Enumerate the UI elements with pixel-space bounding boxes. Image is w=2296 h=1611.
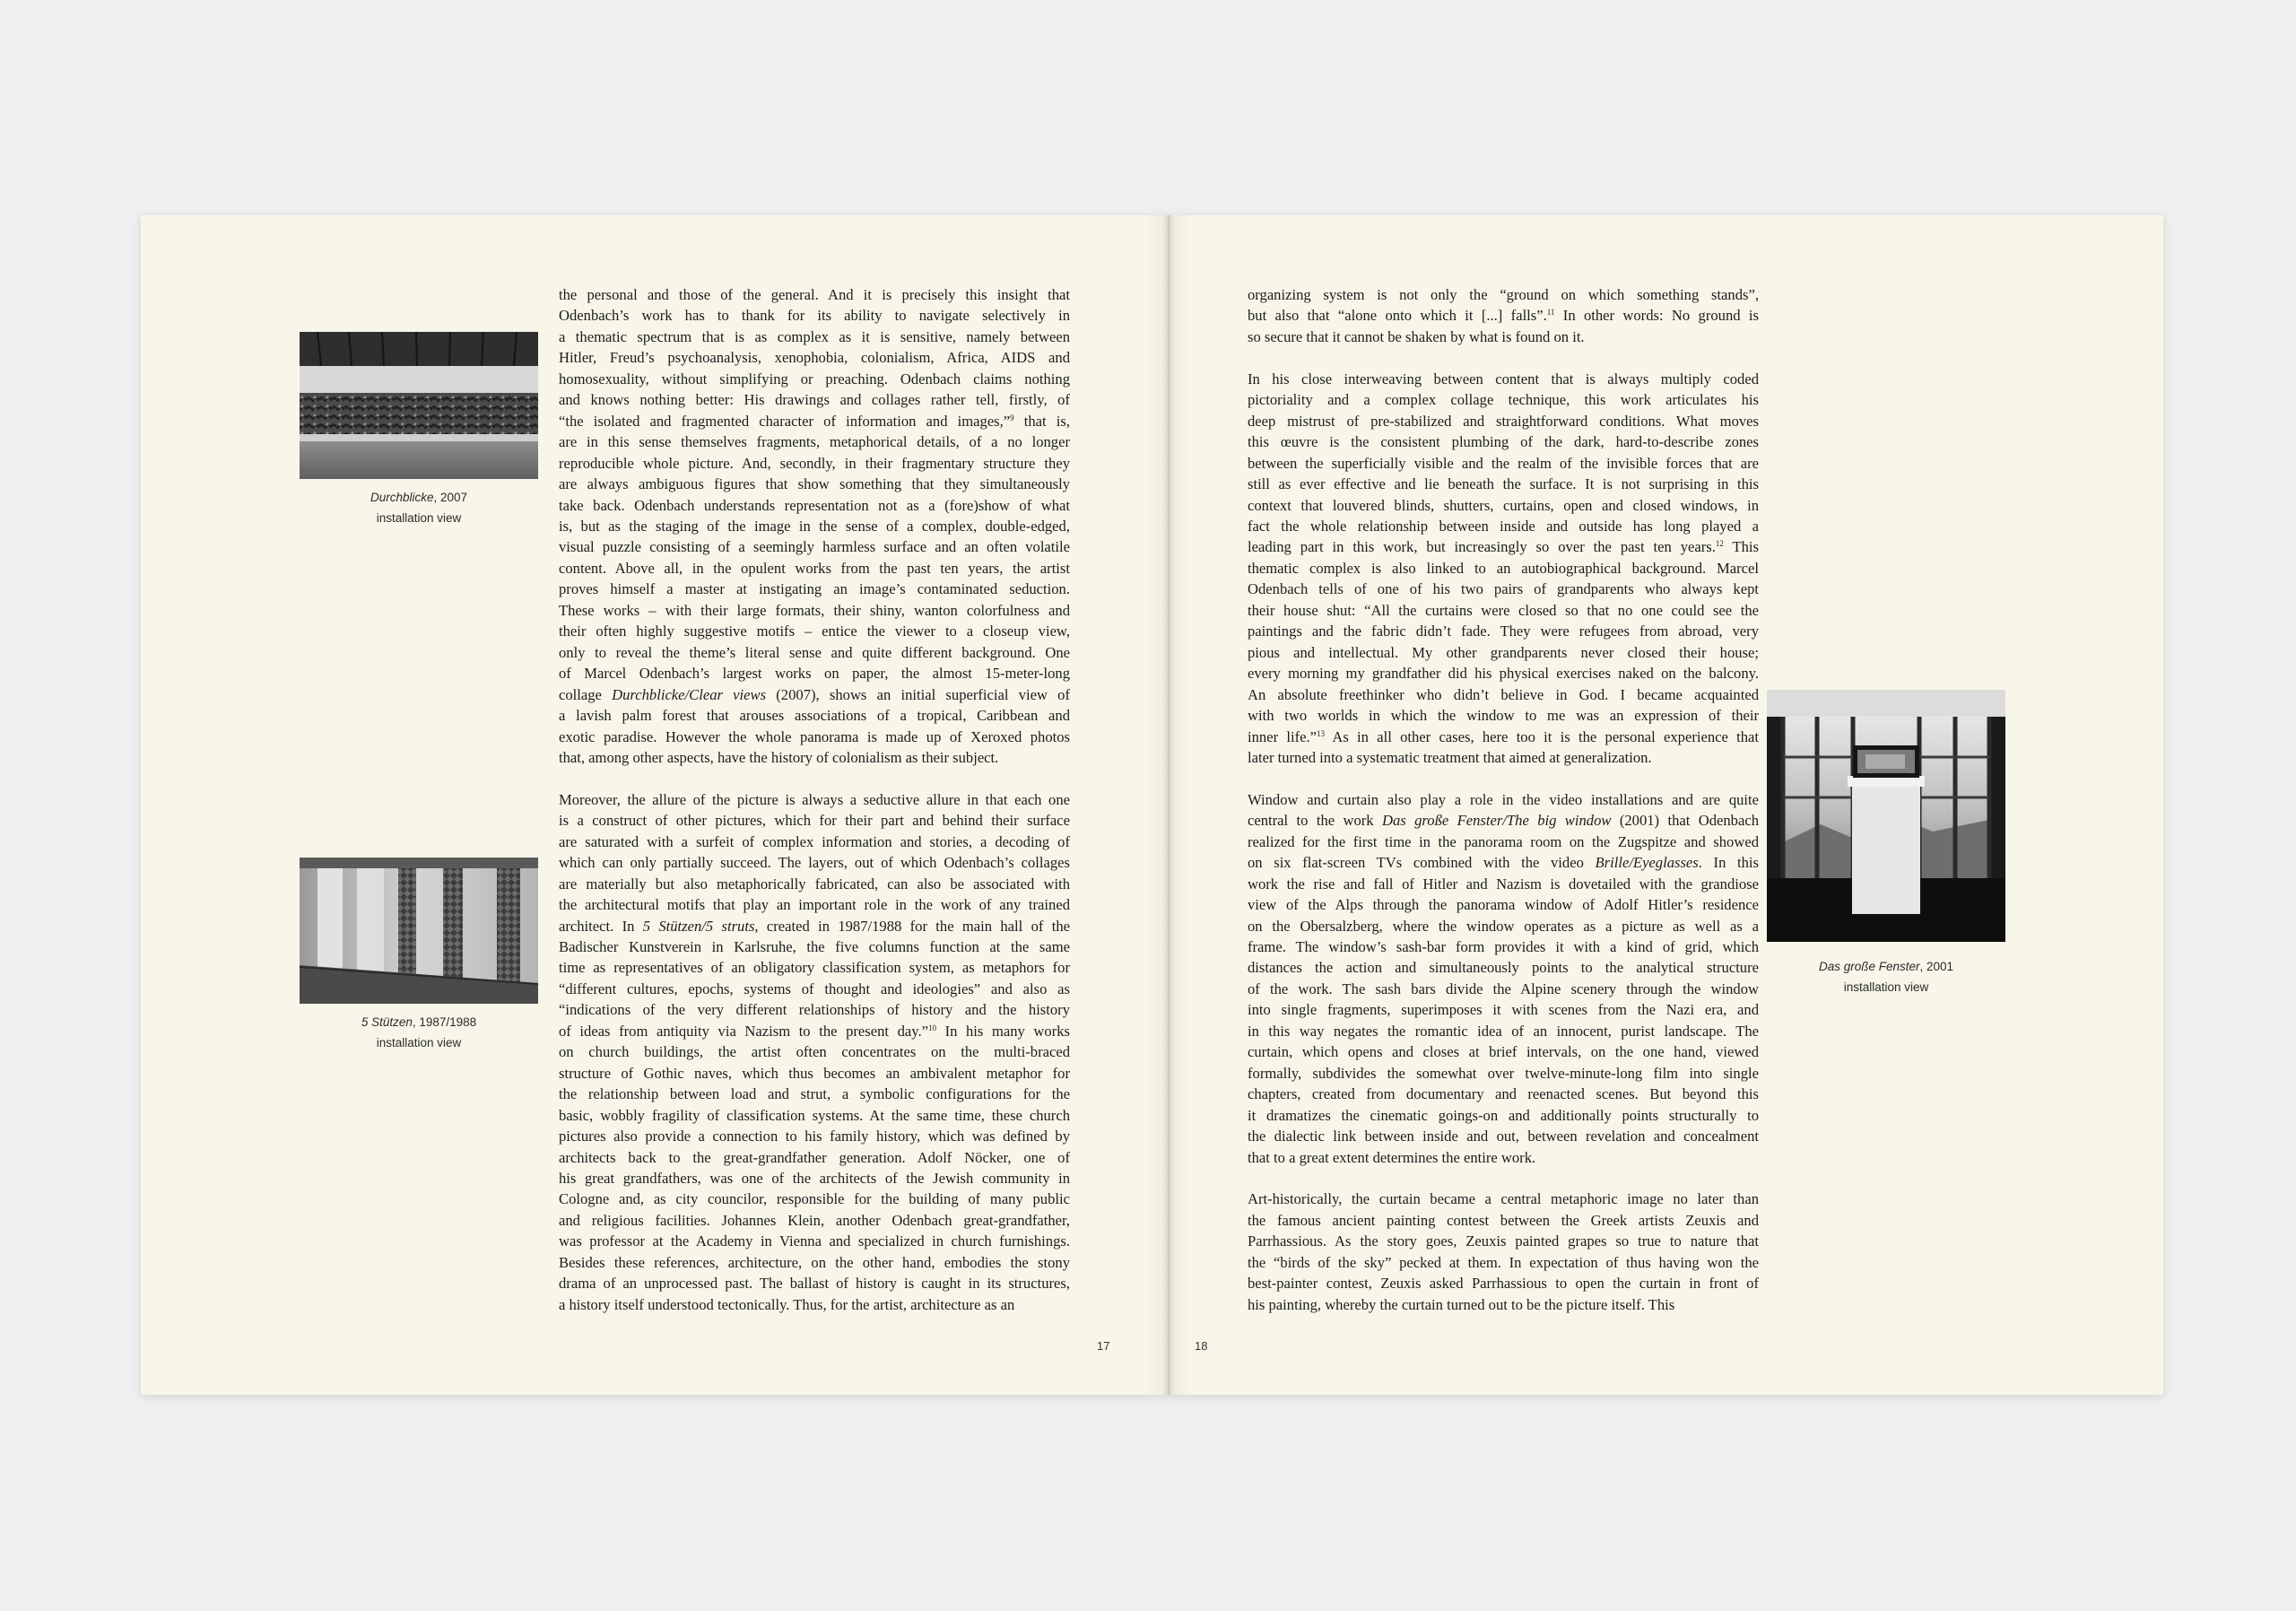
text-line: In his close interweaving between content that is always multiply coded — [1248, 370, 1759, 388]
text-line: content. Above all, in the opulent works from the past ten years, the artist — [559, 559, 1070, 577]
paragraph — [559, 789, 1070, 1315]
figure-note: installation view — [1843, 980, 1929, 994]
figure-title: Das große Fenster — [1818, 960, 1920, 973]
text-line: context that louvered blinds, shutters, curtains, open and closed windows, in — [1248, 496, 1759, 514]
text-line: Moreover, the allure of the picture is always a seductive allure in that each one — [559, 790, 1070, 808]
text-line: Art-historically, the curtain became a central metaphoric image no later than — [1248, 1190, 1759, 1208]
text-line: time as representatives of an obligatory classification system, as metaphors for — [559, 959, 1070, 977]
5-stutzen-installation-image — [300, 858, 538, 1004]
text-line: and religious facilities. Johannes Klein, another Odenbach great-grandfather, — [559, 1211, 1070, 1229]
text-line: was professor at the Academy in Vienna and specialized in church furnishings. — [559, 1232, 1070, 1250]
text-line: visual puzzle consisting of a seemingly harmless surface and an often volatile — [559, 538, 1070, 556]
figure-year: , 2001 — [1919, 960, 1954, 973]
text-line: and knows nothing better: His drawings and collages rather tell, firstly, of — [559, 391, 1070, 409]
text-line: chapters, created from documentary and reenacted scenes. But beyond this — [1248, 1085, 1759, 1103]
text-line: basic, wobbly fragility of classification systems. At the same time, these church — [559, 1106, 1070, 1124]
paragraph — [1248, 369, 1759, 769]
text-line: with two worlds in which the window to me was an expression of their — [1248, 707, 1759, 725]
text-line: their often highly suggestive motifs – entice the viewer to a closeup view, — [559, 623, 1070, 640]
text-line: of the work. The sash bars divide the Alpine scenery through the window — [1248, 980, 1759, 997]
text-line: drama of an unprocessed past. The ballast of history is caught in its structures, — [559, 1275, 1070, 1293]
text-line: collage Durchblicke/Clear views (2007), shows an initial superficial view of — [559, 685, 1070, 703]
figure-title: Durchblicke — [370, 491, 434, 504]
figure-title: 5 Stützen — [361, 1015, 413, 1029]
text-line: organizing system is not only the “ground on which something stands”, — [1248, 286, 1759, 303]
text-line: These works – with their large formats, their shiny, wanton colorfulness and — [559, 601, 1070, 619]
text-line: the relationship between load and strut, a symbolic configurations for the — [559, 1085, 1070, 1103]
text-line: central to the work Das große Fenster/The big window (2001) that Odenbach — [1248, 812, 1759, 830]
text-line: inner life.”$^{13}$ As in all other cases, here too it is the personal experience that — [1248, 727, 1760, 745]
text-line: Parrhassious. As the story goes, Zeuxis painted grapes so true to nature that — [1248, 1232, 1759, 1250]
figure-note: installation view — [376, 511, 462, 525]
text-line: in this way negates the romantic idea of an innocent, purist landscape. The — [1248, 1022, 1759, 1040]
text-line: pious and intellectual. My other grandparents never closed their house; — [1248, 643, 1759, 661]
text-line: of ideas from antiquity via Nazism to the present day.”$^{10}$ In his many works — [559, 1022, 1070, 1040]
text-line: Odenbach tells of one of his two pairs of grandparents who always kept — [1248, 580, 1759, 598]
text-line: Hitler, Freud’s psychoanalysis, xenophobia, colonialism, Africa, AIDS and — [559, 349, 1070, 367]
text-line: on six flat-screen TVs combined with the video Brille/Eyeglasses. In this — [1248, 854, 1759, 872]
text-line: take back. Odenbach understands representation not as a (fore)show of what — [559, 496, 1070, 514]
footnote-marker: 13 — [1317, 728, 1325, 738]
text-line: formally, subdivides the somewhat over twelve-minute-long film into single — [1248, 1064, 1759, 1082]
text-line: only to reveal the theme’s literal sense and quite different background. One — [559, 643, 1070, 661]
text-line: deep mistrust of pre-stabilized and straightforward conditions. What moves — [1248, 412, 1759, 430]
italic-title: Das große Fenster/The big window — [1382, 812, 1612, 830]
page-number-left: 17 — [1097, 1339, 1110, 1353]
text-line: leading part in this work, but increasingly so over the past ten years.$^{12}$ This — [1248, 538, 1760, 556]
text-line: proves himself a master at instigating an image’s contaminated seduction. — [559, 580, 1070, 598]
photo-das-grosse-fenster — [1767, 690, 2005, 942]
figure-note: installation view — [376, 1036, 462, 1049]
text-line: thematic complex is also linked to an autobiographical background. Marcel — [1248, 559, 1759, 577]
text-line: this œuvre is the consistent plumbing of the dark, hard-to-describe zones — [1248, 433, 1759, 451]
text-line: fact the whole relationship between inside and outside has long played a — [1248, 517, 1759, 535]
text-line: Window and curtain also play a role in the video installations and are quite — [1248, 790, 1759, 808]
text-line: but also that “alone onto which it [...] falls”.$^{11}$ In other words: No ground is — [1248, 307, 1759, 325]
text-line: that to a great extent determines the entire work. — [1248, 1148, 1536, 1166]
paragraph — [1248, 789, 1759, 1168]
text-line: between the superficially visible and the realm of the invisible forces that are — [1248, 454, 1759, 472]
italic-title: Brille/Eyeglasses — [1595, 854, 1699, 872]
text-line: Cologne and, as city councilor, responsible for the building of many public — [559, 1190, 1070, 1208]
book-spread — [141, 215, 2163, 1395]
text-line: a thematic spectrum that is as complex as it is sensitive, namely between — [559, 327, 1070, 345]
text-line: are materially but also metaphorically fabricated, can also be associated with — [559, 875, 1070, 893]
right-page-text-column — [1248, 284, 1759, 1315]
left-page-text-column — [559, 284, 1070, 1315]
durchblicke-installation-image — [300, 332, 538, 479]
text-line: view of the Alps through the panorama window of Adolf Hitler’s residence — [1248, 896, 1759, 914]
text-line: later turned into a systematic treatment that aimed at generalization. — [1248, 748, 1652, 766]
footnote-marker: 10 — [927, 1023, 936, 1032]
text-line: every morning my grandfather did his physical exercises naked on the balcony. — [1248, 665, 1759, 683]
text-line: on the Obersalzberg, where the window operates as a picture as well as a — [1248, 917, 1759, 935]
text-line: Besides these references, architecture, on the other hand, embodies the stony — [559, 1253, 1070, 1271]
text-line: structure of Gothic naves, which thus becomes an ambivalent metaphor for — [559, 1064, 1070, 1082]
text-line: architect. In 5 Stützen/5 struts, created in 1987/1988 for the main hall of the — [559, 917, 1070, 935]
figure-caption — [300, 487, 538, 528]
text-line: curtain, which opens and closes at brief intervals, on the one hand, viewed — [1248, 1043, 1759, 1061]
text-line: paintings and the fabric didn’t fade. They were refugees from abroad, very — [1248, 623, 1759, 640]
footnote-marker: 9 — [1010, 413, 1014, 422]
italic-title: Durchblicke/Clear views — [612, 685, 767, 703]
text-line: “indications of the very different relationships of history and the history — [559, 1001, 1070, 1019]
text-line: his great grandfathers, was one of the architects of the Jewish community in — [559, 1170, 1070, 1188]
text-line: of Marcel Odenbach’s largest works on paper, the almost 15-meter-long — [559, 665, 1070, 683]
text-line: best-painter contest, Zeuxis asked Parrhassious to open the curtain in front of — [1248, 1275, 1759, 1293]
book-gutter — [1145, 215, 1192, 1395]
text-line: distances the action and simultaneously points to the analytical structure — [1248, 959, 1759, 977]
text-line: into single fragments, superimposes it with scenes from the Nazi era, and — [1248, 1001, 1759, 1019]
text-line: An absolute freethinker who didn’t believe in God. I became acquainted — [1248, 685, 1759, 703]
text-line: the famous ancient painting contest between the Greek artists Zeuxis and — [1248, 1211, 1759, 1229]
text-line: their house shut: “All the curtains were closed so that no one could see the — [1248, 601, 1759, 619]
text-line: homosexuality, without simplifying or preaching. Odenbach claims nothing — [559, 370, 1070, 388]
figure-caption — [1767, 956, 2005, 997]
text-line: is a construct of other pictures, which for their part and behind their surface — [559, 812, 1070, 830]
italic-title: 5 Stützen/5 struts — [642, 917, 755, 935]
text-line: his painting, whereby the curtain turned out to be the picture itself. This — [1248, 1295, 1675, 1313]
text-line: “different cultures, epochs, systems of thought and ideologies” and also as — [559, 980, 1070, 997]
text-line: a lavish palm forest that arouses associations of a tropical, Caribbean and — [559, 707, 1070, 725]
text-line: work the rise and fall of Hitler and Nazism is dovetailed with the grandiose — [1248, 875, 1759, 893]
text-line: are saturated with a surfeit of complex information and stories, a decoding of — [559, 832, 1070, 850]
text-line: the personal and those of the general. And it is precisely this insight that — [559, 286, 1070, 303]
figure-year: , 1987/1988 — [412, 1015, 477, 1029]
figure-caption — [300, 1012, 538, 1053]
text-line: it dramatizes the cinematic goings-on and additionally points structurally to — [1248, 1106, 1759, 1124]
text-line: Badischer Kunstverein in Karlsruhe, the five columns function at the same — [559, 938, 1070, 956]
figure-year: , 2007 — [433, 491, 468, 504]
photo-5-stutzen — [300, 858, 538, 1004]
paragraph — [1248, 284, 1759, 347]
text-line: the architectural motifs that play an important role in the work of any trained — [559, 896, 1070, 914]
text-line: are in this sense themselves fragments, metaphorical details, of a no longer — [559, 433, 1070, 451]
text-line: pictoriality and a complex collage technique, this work articulates his — [1248, 391, 1759, 409]
text-line: still as ever effective and lie beneath the surface. It is not surprising in this — [1248, 475, 1759, 493]
text-line: realized for the first time in the panorama room on the Zugspitze and showed — [1248, 832, 1759, 850]
text-line: exotic paradise. However the whole panorama is made up of Xeroxed photos — [559, 727, 1070, 745]
text-line: reproducible whole picture. And, secondly, in their fragmentary structure they — [559, 454, 1070, 472]
paragraph — [1248, 1189, 1759, 1315]
paragraph — [559, 284, 1070, 768]
text-line: so secure that it cannot be shaken by what is found on it. — [1248, 327, 1585, 345]
footnote-marker: 11 — [1546, 308, 1555, 318]
text-line: are always ambiguous figures that show something that they simultaneously — [559, 475, 1070, 493]
text-line: that, among other aspects, have the history of colonialism as their subject. — [559, 748, 999, 766]
text-line: the “birds of the sky” pecked at them. In expectation of thus having won the — [1248, 1253, 1759, 1271]
footnote-marker: 12 — [1715, 539, 1724, 549]
text-line: pictures also provide a connection to his family history, which was defined by — [559, 1128, 1070, 1145]
text-line: a history itself understood tectonically. Thus, for the artist, architecture as an — [559, 1295, 1015, 1313]
text-line: the dialectic link between inside and out, between revelation and concealment — [1248, 1128, 1759, 1145]
das-grosse-fenster-installation-image — [1767, 690, 2005, 942]
text-line: frame. The window’s sash-bar form provides it with a kind of grid, which — [1248, 938, 1759, 956]
text-line: is, but as the staging of the image in the sense of a complex, double-edged, — [559, 517, 1070, 535]
text-line: which can only partially succeed. The layers, out of which Odenbach’s collages — [559, 854, 1070, 872]
text-line: architects back to the great-grandfather generation. Adolf Nöcker, one of — [559, 1148, 1070, 1166]
text-line: Odenbach’s work has to thank for its ability to navigate selectively in — [559, 307, 1070, 325]
text-line: on church buildings, the artist often concentrates on the multi-braced — [559, 1043, 1070, 1061]
page-number-right: 18 — [1195, 1339, 1208, 1353]
photo-durchblicke — [300, 332, 538, 479]
text-line: “the isolated and fragmented character of information and images,”$^9$ that is, — [559, 412, 1070, 430]
